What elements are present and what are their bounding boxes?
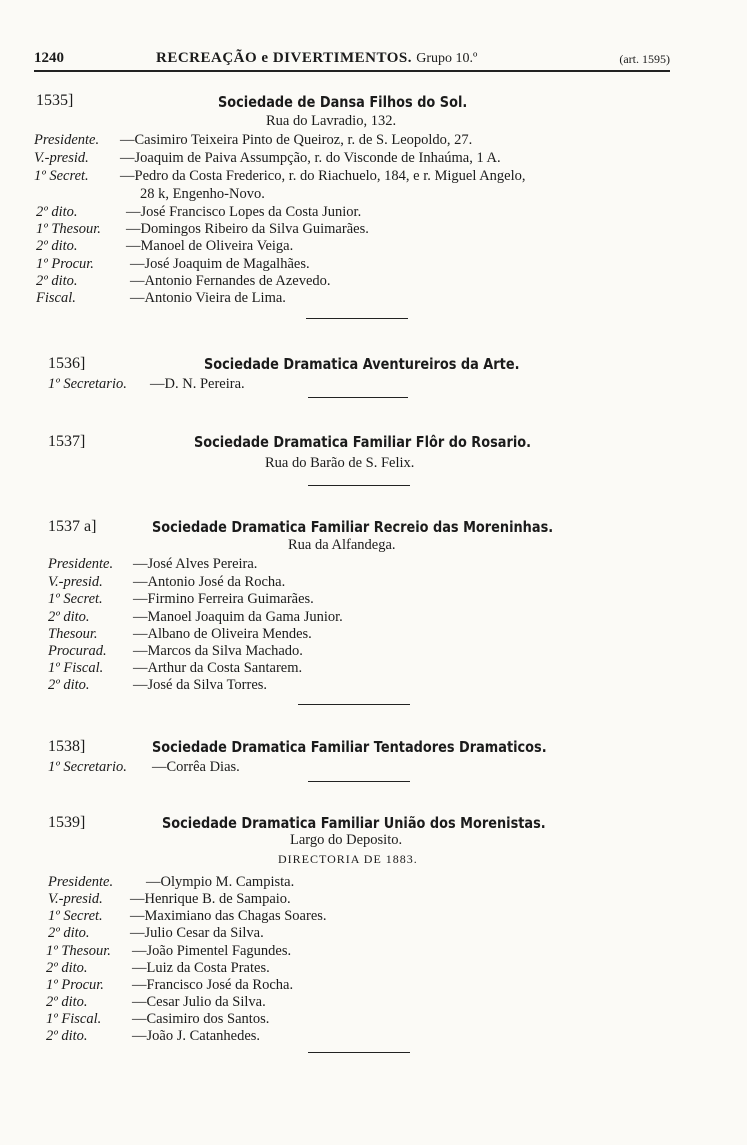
officer-name: —Domingos Ribeiro da Silva Guimarães. xyxy=(126,221,369,237)
officer-name: —Antonio José da Rocha. xyxy=(133,574,286,590)
section-rule xyxy=(298,704,410,705)
officer-name: —Pedro da Costa Frederico, r. do Riachuelo, 184, e r. Miguel Angelo, xyxy=(120,168,526,184)
officer-role: 1º Procur. xyxy=(46,977,104,993)
officer-role: 1º Fiscal. xyxy=(48,660,104,676)
officer-role: Presidente. xyxy=(34,132,100,148)
entry-number: 1537 a] xyxy=(48,518,97,535)
officer-name: —Albano de Oliveira Mendes. xyxy=(133,626,312,642)
entry-address: Rua do Lavradio, 132. xyxy=(266,113,397,129)
officer-name: —Olympio M. Campista. xyxy=(146,874,295,890)
page-number: 1240 xyxy=(34,50,64,66)
officer-role: 2º dito. xyxy=(46,960,88,976)
officer-name: —Antonio Vieira de Lima. xyxy=(130,290,286,306)
officer-role: Presidente. xyxy=(48,556,114,572)
officer-name: —Henrique B. de Sampaio. xyxy=(130,891,291,907)
officer-name: —Firmino Ferreira Guimarães. xyxy=(133,591,314,607)
officer-role: 1º Thesour. xyxy=(46,943,111,959)
article-ref: (art. 1595) xyxy=(619,52,670,66)
officer-name: —Joaquim de Paiva Assumpção, r. do Visconde de Inhaúma, 1 A. xyxy=(120,150,501,166)
entry-title: Sociedade Dramatica Aventureiros da Arte. xyxy=(204,355,520,373)
entry-title: Sociedade de Dansa Filhos do Sol. xyxy=(218,93,468,111)
officer-role: 2º dito. xyxy=(36,204,78,220)
officer-name: —Francisco José da Rocha. xyxy=(132,977,294,993)
entry-address: Rua da Alfandega. xyxy=(288,537,396,553)
officer-name: —Julio Cesar da Silva. xyxy=(130,925,264,941)
officer-name: —José Joaquim de Magalhães. xyxy=(130,256,310,272)
section-rule xyxy=(308,397,408,398)
officer-role: 2º dito. xyxy=(48,677,90,693)
officer-name: —Antonio Fernandes de Azevedo. xyxy=(130,273,331,289)
officer-role: 1º Secret. xyxy=(48,908,103,924)
entry-address: Rua do Barão de S. Felix. xyxy=(265,455,415,471)
officer-name: —Cesar Julio da Silva. xyxy=(132,994,266,1010)
entry-number: 1535] xyxy=(36,92,74,109)
entry-number: 1538] xyxy=(48,738,86,755)
officer-role: 1º Secret. xyxy=(34,168,89,184)
officer-name: —José Francisco Lopes da Costa Junior. xyxy=(126,204,362,220)
officer-role: Presidente. xyxy=(48,874,114,890)
officer-role: 2º dito. xyxy=(46,994,88,1010)
entry-number: 1536] xyxy=(48,355,86,372)
entry-title: Sociedade Dramatica Familiar Tentadores Dramaticos. xyxy=(152,738,547,756)
officer-name-continued: 28 k, Engenho-Novo. xyxy=(140,186,265,202)
officer-role: 1º Secretario. xyxy=(48,376,127,392)
officer-name: —Arthur da Costa Santarem. xyxy=(133,660,303,676)
officer-role: 1º Procur. xyxy=(36,256,94,272)
officer-name: —Corrêa Dias. xyxy=(152,759,240,775)
officer-role: 2º dito. xyxy=(36,238,78,254)
officer-name: —João Pimentel Fagundes. xyxy=(132,943,292,959)
entry-title: Sociedade Dramatica Familiar União dos Morenistas. xyxy=(162,814,546,832)
page-header xyxy=(34,50,670,70)
entry-number: 1539] xyxy=(48,814,86,831)
officer-name: —José da Silva Torres. xyxy=(133,677,268,693)
officer-name: —Casimiro Teixeira Pinto de Queiroz, r. de S. Leopoldo, 27. xyxy=(120,132,473,148)
entry-title: Sociedade Dramatica Familiar Flôr do Rosario. xyxy=(194,433,532,451)
officer-role: Thesour. xyxy=(48,626,98,642)
header-rule xyxy=(34,70,670,72)
officer-name: —Marcos da Silva Machado. xyxy=(133,643,303,659)
officer-name: —D. N. Pereira. xyxy=(150,376,245,392)
entry-number: 1537] xyxy=(48,433,86,450)
officer-name: —Manoel Joaquim da Gama Junior. xyxy=(133,609,343,625)
group-label: Grupo 10.º xyxy=(416,51,478,66)
officer-name: —Maximiano das Chagas Soares. xyxy=(130,908,327,924)
officer-role: 1º Fiscal. xyxy=(46,1011,102,1027)
officer-role: 2º dito. xyxy=(36,273,78,289)
officer-role: 1º Secret. xyxy=(48,591,103,607)
officer-role: 1º Secretario. xyxy=(48,759,127,775)
officer-role: V.-presid. xyxy=(34,150,89,166)
running-title xyxy=(156,50,477,67)
officer-name: —José Alves Pereira. xyxy=(133,556,258,572)
entry-title: Sociedade Dramatica Familiar Recreio das Moreninhas. xyxy=(152,518,554,536)
officer-name: —Manoel de Oliveira Veiga. xyxy=(126,238,294,254)
officer-role: 1º Thesour. xyxy=(36,221,101,237)
officer-name: —Luiz da Costa Prates. xyxy=(132,960,270,976)
section-rule xyxy=(308,781,410,782)
officer-role: 2º dito. xyxy=(48,609,90,625)
officer-role: Fiscal. xyxy=(36,290,76,306)
directory-heading: DIRECTORIA DE 1883. xyxy=(278,852,418,866)
entry-address: Largo do Deposito. xyxy=(290,832,403,848)
officer-role: V.-presid. xyxy=(48,891,103,907)
running-title-text: RECREAÇÃO e DIVERTIMENTOS. xyxy=(156,50,412,66)
section-rule xyxy=(306,318,408,319)
officer-role: 2º dito. xyxy=(48,925,90,941)
officer-role: Procurad. xyxy=(48,643,107,659)
officer-name: —João J. Catanhedes. xyxy=(132,1028,261,1044)
officer-role: V.-presid. xyxy=(48,574,103,590)
officer-name: —Casimiro dos Santos. xyxy=(132,1011,270,1027)
section-rule xyxy=(308,485,410,486)
section-rule xyxy=(308,1052,410,1053)
officer-role: 2º dito. xyxy=(46,1028,88,1044)
